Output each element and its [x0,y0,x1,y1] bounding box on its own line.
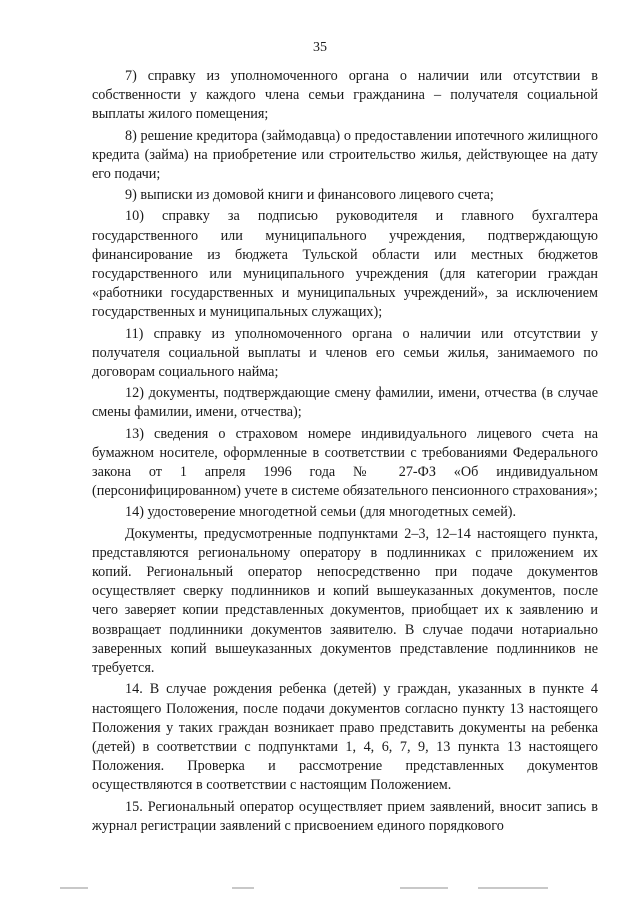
paragraph: Документы, предусмотренные подпунктами 2–3, 12–14 настоящего пункта, представляются региональному оператору в подлинниках с приложением их копий. Региональный оператор непосредственно при подаче документов осуществляет сверку подлинников и копий вышеуказанных документов, после чего заверяет копии представленных документов, приобщает их к заявлению и возвращает подлинники документов заявителю. В случае подачи нотариально заверенных копий вышеуказанных документов представление подлинников не требуется. [92,525,598,677]
paragraph: 11) справку из уполномоченного органа о наличии или отсутствии у получателя социальной выплаты и членов его семьи жилья, занимаемого по договорам социального найма; [92,325,598,381]
paragraph: 15. Региональный оператор осуществляет прием заявлений, вносит запись в журнал регистрации заявлений с присвоением единого порядкового [92,798,598,834]
paragraph: 14) удостоверение многодетной семьи (для многодетных семей). [125,504,517,521]
paragraph: 10) справку за подписью руководителя и главного бухгалтера государственного или муниципального учреждения, подтверждающую финансирование из бюджета Тульской области или местных бюджетов государственного или муниципального учреждения (для категории граждан «работники государственных и муниципальных учреждений», за исключением государственных и муниципальных служащих); [92,208,598,321]
scan-artifact [478,887,548,889]
scan-artifact [232,887,254,889]
page-number: 35 [313,40,327,55]
scan-artifact [60,887,88,889]
paragraph: 7) справку из уполномоченного органа о наличии или отсутствии в собственности у каждого члена семьи гражданина – получателя социальной выплаты жилого помещения; [92,68,598,123]
paragraph: 12) документы, подтверждающие смену фамилии, имени, отчества (в случае смены фамилии, имени, отчества); [92,385,598,421]
paragraph: 13) сведения о страховом номере индивидуального лицевого счета на бумажном носителе, оформленные в соответствии с требованиями Федерального закона от 1 апреля 1996 года № 27-ФЗ «Об индивидуальном (персонифицированном) учете в системе обязательного пенсионного страхования»; [92,425,598,500]
document-body [92,67,598,836]
scan-artifact [400,887,448,889]
paragraph: 8) решение кредитора (займодавца) о предоставлении ипотечного жилищного кредита (займа) на приобретение или строительство жилья, действующее на дату его подачи; [92,127,598,183]
paragraph: 14. В случае рождения ребенка (детей) у граждан, указанных в пункте 4 настоящего Положения, после подачи документов согласно пункту 13 настоящего Положения у таких граждан возникает право представить документы на ребенка (детей) в соответствии с подпунктами 1, 4, 6, 7, 9, 13 пункта 13 настоящего Положения. Проверка и рассмотрение представленных документов осуществляются в соответствии с настоящим Положением. [92,681,598,794]
paragraph: 9) выписки из домовой книги и финансового лицевого счета; [125,187,494,204]
